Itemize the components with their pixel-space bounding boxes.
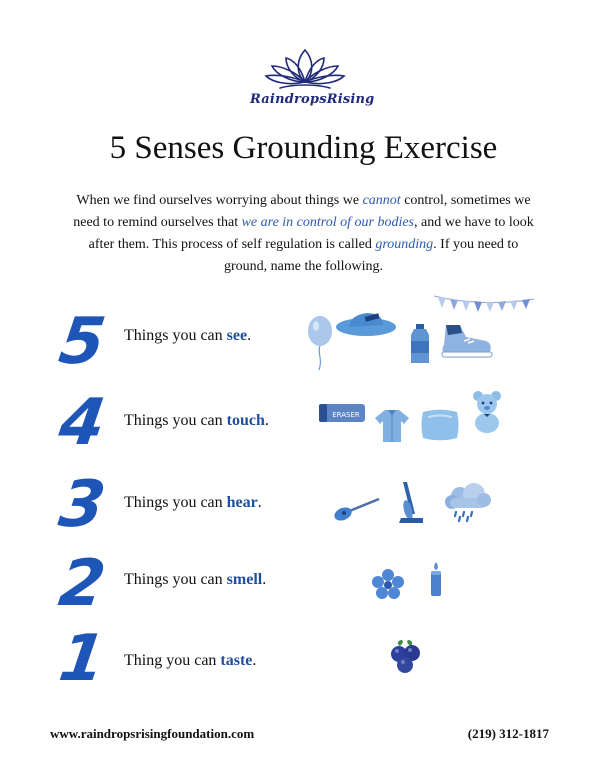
bunting-icon [432,293,536,317]
sense-label: Things you can smell. [124,571,267,588]
sense-row-touch [0,386,607,466]
sense-label: Things you can see. [124,327,252,344]
sense-row-see [0,305,607,385]
teddy-bear-icon [470,390,504,434]
intro-emphasis: grounding [375,237,434,252]
guitar-icon [333,496,381,522]
sense-label: Things you can touch. [124,412,269,429]
blueberries-icon [388,638,424,674]
intro-text: , and we have to look after them. This process of self regulation is called [88,215,534,252]
sense-row-taste [0,622,607,702]
brand-logo [250,44,375,122]
hat-icon [335,303,397,337]
sense-number: 1 [54,622,110,696]
sense-number: 4 [54,386,110,460]
intro-text: When we find ourselves worrying about things we [76,193,363,208]
intro-text: control, sometimes we need to remind ourselves that [73,193,531,230]
page-title: 5 Senses Grounding Exercise [109,130,498,166]
eraser-icon [318,402,366,424]
candle-icon [428,561,444,597]
lotus-logo-icon [260,44,350,92]
sense-label: Things you can hear. [124,494,262,511]
sense-number: 3 [54,468,110,542]
sense-row-smell [0,547,607,627]
sense-number: 5 [54,305,110,379]
intro-paragraph [70,190,537,278]
footer-website[interactable]: www.raindropsrisingfoundation.com [50,726,255,741]
footer-phone: (219) 312-1817 [467,726,549,741]
rain-cloud-icon [442,482,492,522]
pillow-icon [420,408,460,442]
sneaker-icon [440,321,494,359]
flower-icon [372,569,404,599]
water-bottle-icon [407,323,433,365]
intro-emphasis: we are in control of our bodies [241,215,414,230]
sense-label: Thing you can taste. [124,652,257,669]
brand-name: RaindropsRising [250,92,375,107]
vacuum-icon [393,480,425,524]
eraser-label: ERASER [332,411,360,419]
sense-number: 2 [54,547,110,621]
sense-row-hear [0,468,607,548]
intro-emphasis: cannot [362,193,401,208]
balloon-icon [305,315,335,371]
shirt-icon [373,408,411,444]
intro-text: . If you need to ground, name the following. [223,237,519,274]
